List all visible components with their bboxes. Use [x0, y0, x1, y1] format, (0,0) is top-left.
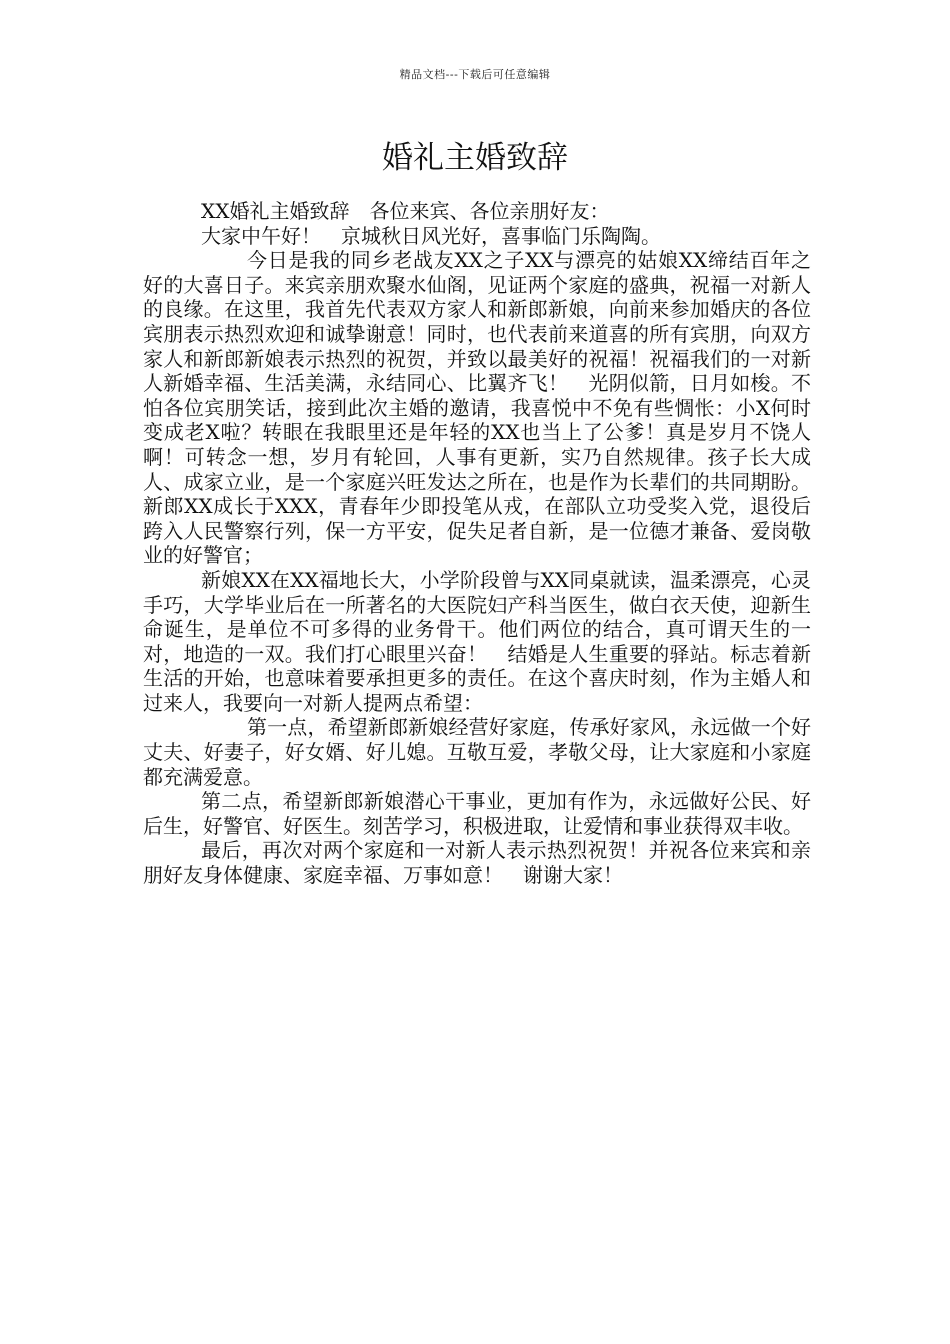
document-body [143, 199, 811, 888]
paragraph-opening: 大家中午好！ 京城秋日风光好，喜事临门乐陶陶。 [201, 223, 661, 248]
page-header: 精品文档---下载后可任意编辑 [399, 68, 551, 81]
paragraph-hope-two: 第二点，希望新郎新娘潜心干事业，更加有作为，永远做好公民、好后生，好警官、好医生。刻苦学习，积极进取，让爱情和事业获得双丰收。 [143, 789, 811, 838]
paragraph-closing: 最后，再次对两个家庭和一对新人表示热烈祝贺！并祝各位来宾和亲朋好友身体健康、家庭幸福、万事如意！ 谢谢大家！ [143, 838, 811, 888]
paragraph-greeting: XX婚礼主婚致辞 各位来宾、各位亲朋好友： [201, 199, 610, 223]
paragraph-bride: 新娘XX在XX福地长大，小学阶段曾与XX同桌就读，温柔漂亮，心灵手巧，大学毕业后在一所著名的大医院妇产科当医生，做白衣天使，迎新生命诞生，是单位不可多得的业务骨干。他们两位的结合，真可谓天生的一对，地造的一双。我们打心眼里兴奋！ 结婚是人生重要的驿站。标志着新生活的开始，也意味着要承担更多的责任。在这个喜庆时刻，作为主婚人和过来人，我要向一对新人提两点希望： [143, 567, 811, 715]
paragraph-hope-one: 第一点，希望新郎新娘经营好家庭，传承好家风，永远做一个好丈夫、好妻子，好女婿、好儿媳。互敬互爱，孝敬父母，让大家庭和小家庭都充满爱意。 [143, 715, 811, 789]
document-title: 婚礼主婚致辞 [382, 140, 568, 176]
paragraph-main: 今日是我的同乡老战友XX之子XX与漂亮的姑娘XX缔结百年之好的大喜日子。来宾亲朋欢聚水仙阁，见证两个家庭的盛典，祝福一对新人的良缘。在这里，我首先代表双方家人和新郎新娘，向前来参加婚庆的各位宾朋表示热烈欢迎和诚挚谢意！同时，也代表前来道喜的所有宾朋，向双方家人和新郎新娘表示热烈的祝贺，并致以最美好的祝福！祝福我们的一对新人新婚幸福、生活美满，永结同心、比翼齐飞！ 光阴似箭，日月如梭。不怕各位宾朋笑话，接到此次主婚的邀请，我喜悦中不免有些惆怅：小X何时变成老X啦？转眼在我眼里还是年轻的XX也当上了公爹！真是岁月不饶人啊！可转念一想，岁月有轮回，人事有更新，实乃自然规律。孩子长大成人、成家立业，是一个家庭兴旺发达之所在，也是作为长辈们的共同期盼。新郎XX成长于XXX，青春年少即投笔从戎，在部队立功受奖入党，退役后跨入人民警察行列，保一方平安，促失足者自新，是一位德才兼备、爱岗敬业的好警官； [143, 248, 811, 568]
